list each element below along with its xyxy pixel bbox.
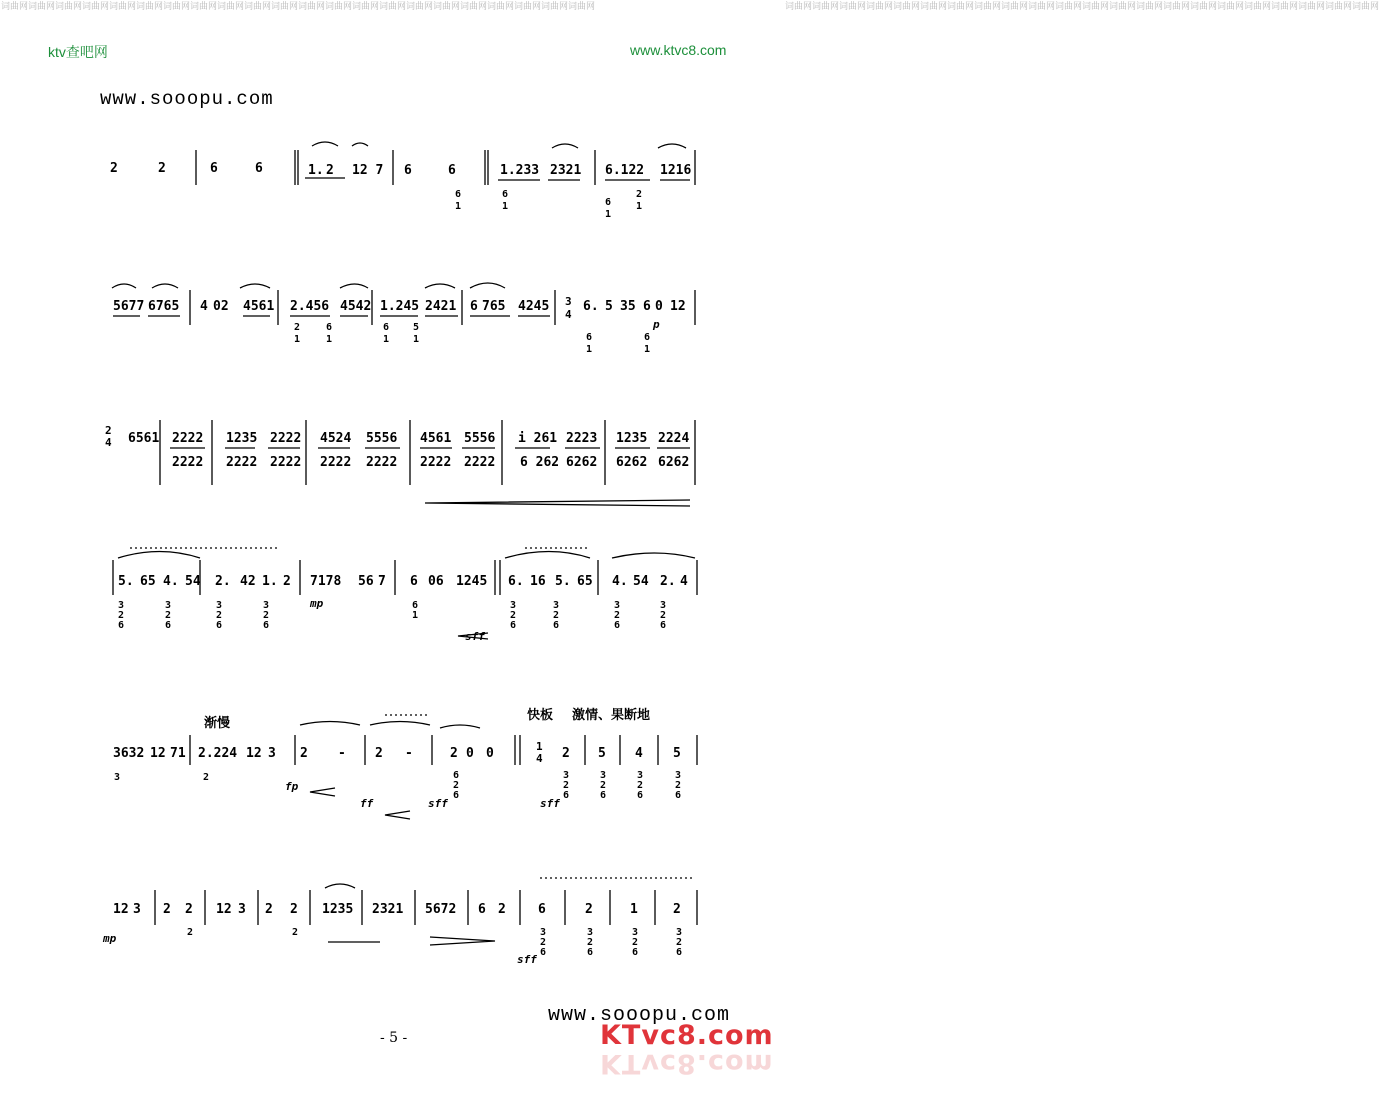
svg-text:6: 6 — [587, 947, 594, 958]
svg-text:3: 3 — [216, 600, 223, 611]
svg-text:2: 2 — [375, 746, 383, 761]
svg-text:6561: 6561 — [128, 431, 160, 446]
svg-text:2223: 2223 — [566, 431, 598, 446]
svg-text:3: 3 — [675, 770, 682, 781]
svg-text:16: 16 — [530, 574, 546, 589]
svg-text:3: 3 — [540, 927, 547, 938]
svg-text:4524: 4524 — [320, 431, 352, 446]
svg-text:2: 2 — [292, 927, 299, 938]
svg-text:3: 3 — [165, 600, 172, 611]
svg-text:2: 2 — [600, 780, 607, 791]
svg-text:6765: 6765 — [148, 299, 180, 314]
svg-text:mp: mp — [103, 932, 117, 945]
svg-text:6: 6 — [644, 332, 651, 343]
svg-text:4: 4 — [105, 436, 112, 449]
svg-text:6: 6 — [255, 161, 263, 176]
svg-text:2222: 2222 — [226, 455, 258, 470]
svg-text:5677: 5677 — [113, 299, 145, 314]
svg-text:1: 1 — [536, 740, 543, 753]
svg-text:i 261: i 261 — [518, 431, 558, 446]
svg-text:2: 2 — [450, 746, 458, 761]
svg-text:3: 3 — [118, 600, 125, 611]
svg-text:65: 65 — [140, 574, 156, 589]
svg-text:1: 1 — [294, 334, 301, 345]
svg-text:-: - — [338, 746, 346, 761]
svg-text:2222: 2222 — [270, 431, 302, 446]
svg-text:1.245: 1.245 — [380, 299, 420, 314]
svg-text:2: 2 — [510, 610, 517, 621]
svg-text:35: 35 — [620, 299, 636, 314]
svg-text:6: 6 — [510, 620, 517, 631]
svg-text:3: 3 — [553, 600, 560, 611]
svg-text:2: 2 — [453, 780, 460, 791]
svg-text:3: 3 — [263, 600, 270, 611]
svg-text:1: 1 — [586, 344, 593, 355]
svg-text:2321: 2321 — [550, 163, 582, 178]
svg-text:2: 2 — [163, 902, 171, 917]
svg-text:7: 7 — [378, 574, 386, 589]
svg-text:3: 3 — [632, 927, 639, 938]
svg-text:0: 0 — [466, 746, 474, 761]
svg-text:2: 2 — [636, 189, 643, 200]
svg-text:2: 2 — [283, 574, 291, 589]
svg-text:6: 6 — [553, 620, 560, 631]
svg-text:6: 6 — [540, 947, 547, 958]
svg-text:6.122: 6.122 — [605, 163, 645, 178]
svg-text:-: - — [405, 746, 413, 761]
svg-text:6: 6 — [660, 620, 667, 631]
svg-text:6262: 6262 — [566, 455, 598, 470]
svg-text:2: 2 — [158, 161, 166, 176]
svg-text:6: 6 — [563, 790, 570, 801]
svg-text:5.: 5. — [118, 574, 134, 589]
svg-text:6: 6 — [412, 600, 419, 611]
svg-text:4542: 4542 — [340, 299, 372, 314]
svg-text:1: 1 — [413, 334, 420, 345]
svg-text:5: 5 — [413, 322, 420, 333]
svg-text:6: 6 — [675, 790, 682, 801]
svg-text:2: 2 — [632, 937, 639, 948]
right-side-watermark: 词曲网词曲网词曲网词曲网词曲网词曲网词曲网词曲网词曲网词曲网词曲网词曲网词曲网词曲网词曲网词曲网词曲网词曲网词曲网词曲网词曲网词曲网 — [785, 2, 1379, 12]
svg-text:1: 1 — [412, 610, 419, 621]
svg-text:3: 3 — [563, 770, 570, 781]
svg-text:765: 765 — [482, 299, 506, 314]
svg-text:2: 2 — [265, 902, 273, 917]
svg-text:3: 3 — [637, 770, 644, 781]
svg-text:1: 1 — [383, 334, 390, 345]
svg-text:2: 2 — [105, 424, 112, 437]
svg-text:2: 2 — [216, 610, 223, 621]
svg-text:3: 3 — [660, 600, 667, 611]
svg-text:02: 02 — [213, 299, 229, 314]
svg-text:6: 6 — [676, 947, 683, 958]
svg-text:71: 71 — [170, 746, 186, 761]
svg-text:6: 6 — [614, 620, 621, 631]
svg-text:4.: 4. — [612, 574, 628, 589]
svg-text:6.: 6. — [583, 299, 599, 314]
svg-text:1: 1 — [326, 334, 333, 345]
svg-text:5556: 5556 — [366, 431, 398, 446]
svg-text:3: 3 — [238, 902, 246, 917]
svg-text:2: 2 — [553, 610, 560, 621]
svg-text:2222: 2222 — [464, 455, 496, 470]
svg-text:6: 6 — [538, 902, 546, 917]
svg-text:2222: 2222 — [420, 455, 452, 470]
svg-text:54: 54 — [633, 574, 649, 589]
svg-text:6: 6 — [383, 322, 390, 333]
svg-text:2.456: 2.456 — [290, 299, 330, 314]
svg-text:1: 1 — [644, 344, 651, 355]
svg-text:sff: sff — [540, 797, 560, 810]
svg-text:42: 42 — [240, 574, 256, 589]
svg-text:1235: 1235 — [616, 431, 648, 446]
svg-text:2: 2 — [563, 780, 570, 791]
svg-text:6: 6 — [448, 163, 456, 178]
svg-text:2: 2 — [585, 902, 593, 917]
svg-text:2222: 2222 — [320, 455, 352, 470]
svg-text:4.: 4. — [163, 574, 179, 589]
svg-text:5556: 5556 — [464, 431, 496, 446]
section-marking: 快板 — [527, 708, 554, 723]
svg-text:2: 2 — [675, 780, 682, 791]
svg-text:6: 6 — [326, 322, 333, 333]
svg-text:3: 3 — [268, 746, 276, 761]
site-logo-reflection: KTvc8.com — [600, 1048, 774, 1079]
svg-text:2: 2 — [185, 902, 193, 917]
svg-text:3: 3 — [614, 600, 621, 611]
svg-text:2: 2 — [498, 902, 506, 917]
svg-text:2.: 2. — [215, 574, 231, 589]
svg-text:2: 2 — [290, 902, 298, 917]
svg-text:4: 4 — [635, 746, 643, 761]
svg-text:1245: 1245 — [456, 574, 488, 589]
svg-text:2: 2 — [187, 927, 194, 938]
left-side-watermark: 词曲网词曲网词曲网词曲网词曲网词曲网词曲网词曲网词曲网词曲网词曲网词曲网词曲网词曲网词曲网词曲网词曲网词曲网词曲网词曲网词曲网词曲网 — [1, 2, 596, 12]
svg-text:3: 3 — [133, 902, 141, 917]
svg-text:4: 4 — [680, 574, 688, 589]
svg-text:p: p — [653, 318, 660, 331]
expression-marking: 激情、果断地 — [572, 708, 651, 723]
svg-text:6: 6 — [605, 197, 612, 208]
svg-text:6: 6 — [637, 790, 644, 801]
svg-text:6: 6 — [216, 620, 223, 631]
svg-text:1235: 1235 — [226, 431, 258, 446]
svg-text:5: 5 — [605, 299, 613, 314]
svg-text:6 262: 6 262 — [520, 455, 560, 470]
svg-text:2: 2 — [673, 902, 681, 917]
svg-text:6: 6 — [455, 189, 462, 200]
svg-text:4245: 4245 — [518, 299, 550, 314]
svg-text:2.: 2. — [660, 574, 676, 589]
svg-text:6: 6 — [165, 620, 172, 631]
svg-text:2: 2 — [294, 322, 301, 333]
svg-text:mp: mp — [310, 597, 324, 610]
svg-text:2321: 2321 — [372, 902, 404, 917]
svg-text:6: 6 — [478, 902, 486, 917]
svg-text:4: 4 — [536, 752, 543, 765]
svg-text:1: 1 — [636, 201, 643, 212]
svg-text:12: 12 — [216, 902, 232, 917]
svg-text:ff: ff — [360, 797, 374, 810]
svg-text:1.233: 1.233 — [500, 163, 540, 178]
svg-text:6262: 6262 — [616, 455, 648, 470]
tempo-marking: 渐慢 — [204, 716, 231, 731]
svg-text:5672: 5672 — [425, 902, 457, 917]
svg-text:5: 5 — [598, 746, 606, 761]
svg-text:1: 1 — [630, 902, 638, 917]
svg-text:2: 2 — [540, 937, 547, 948]
svg-text:2: 2 — [110, 161, 118, 176]
svg-text:3: 3 — [114, 772, 121, 783]
svg-text:2421: 2421 — [425, 299, 457, 314]
svg-text:5: 5 — [673, 746, 681, 761]
svg-text:1: 1 — [502, 201, 509, 212]
svg-text:1: 1 — [455, 201, 462, 212]
svg-text:7178: 7178 — [310, 574, 342, 589]
svg-text:4: 4 — [565, 308, 572, 321]
svg-text:2: 2 — [300, 746, 308, 761]
svg-text:3: 3 — [600, 770, 607, 781]
svg-text:6: 6 — [600, 790, 607, 801]
svg-text:3: 3 — [587, 927, 594, 938]
svg-text:2: 2 — [676, 937, 683, 948]
svg-text:56: 56 — [358, 574, 374, 589]
svg-text:2: 2 — [326, 163, 334, 178]
svg-text:2.224: 2.224 — [198, 746, 238, 761]
site-name-left[interactable]: ktv查吧网 — [48, 44, 108, 60]
svg-text:2: 2 — [562, 746, 570, 761]
svg-text:2224: 2224 — [658, 431, 690, 446]
page-number: - 5 - — [380, 1030, 408, 1046]
svg-text:54: 54 — [185, 574, 201, 589]
svg-text:3: 3 — [565, 295, 572, 308]
svg-text:2: 2 — [263, 610, 270, 621]
svg-text:6: 6 — [502, 189, 509, 200]
watermark-bottom: www.sooopu.com — [548, 1004, 731, 1027]
svg-text:12: 12 — [150, 746, 166, 761]
svg-text:6: 6 — [263, 620, 270, 631]
svg-text:65: 65 — [577, 574, 593, 589]
svg-text:3: 3 — [510, 600, 517, 611]
svg-text:6: 6 — [118, 620, 125, 631]
svg-text:2222: 2222 — [172, 455, 204, 470]
svg-text:6: 6 — [453, 770, 460, 781]
svg-text:3: 3 — [676, 927, 683, 938]
svg-text:2222: 2222 — [270, 455, 302, 470]
svg-text:6: 6 — [632, 947, 639, 958]
svg-text:3632: 3632 — [113, 746, 145, 761]
svg-text:1.: 1. — [308, 163, 324, 178]
svg-text:2222: 2222 — [366, 455, 398, 470]
svg-text:4561: 4561 — [243, 299, 275, 314]
watermark-top: www.sooopu.com — [100, 88, 274, 110]
svg-text:sff: sff — [428, 797, 448, 810]
svg-text:2: 2 — [660, 610, 667, 621]
svg-text:6: 6 — [643, 299, 651, 314]
svg-text:2: 2 — [587, 937, 594, 948]
svg-text:2: 2 — [118, 610, 125, 621]
svg-text:6262: 6262 — [658, 455, 690, 470]
svg-text:4561: 4561 — [420, 431, 452, 446]
svg-text:12: 12 — [670, 299, 686, 314]
site-url-right[interactable]: www.ktvc8.com — [630, 42, 727, 58]
svg-text:fp: fp — [285, 780, 299, 793]
svg-text:2: 2 — [203, 772, 210, 783]
svg-text:4: 4 — [200, 299, 208, 314]
svg-text:06: 06 — [428, 574, 444, 589]
svg-text:6: 6 — [586, 332, 593, 343]
svg-text:6: 6 — [404, 163, 412, 178]
svg-text:2: 2 — [165, 610, 172, 621]
svg-text:6: 6 — [453, 790, 460, 801]
svg-text:1216: 1216 — [660, 163, 692, 178]
svg-text:12 7: 12 7 — [352, 163, 384, 178]
svg-text:6: 6 — [210, 161, 218, 176]
svg-text:sff: sff — [517, 953, 537, 966]
svg-text:2222: 2222 — [172, 431, 204, 446]
svg-text:2: 2 — [637, 780, 644, 791]
site-logo: KTvc8.com — [600, 1020, 774, 1051]
svg-text:12: 12 — [246, 746, 262, 761]
svg-text:0: 0 — [655, 299, 663, 314]
svg-text:sff: sff — [465, 630, 485, 643]
svg-text:6.: 6. — [508, 574, 524, 589]
svg-text:6: 6 — [470, 299, 478, 314]
svg-text:5.: 5. — [555, 574, 571, 589]
svg-text:0: 0 — [486, 746, 494, 761]
svg-text:1235: 1235 — [322, 902, 354, 917]
svg-text:1.: 1. — [262, 574, 278, 589]
svg-text:12: 12 — [113, 902, 129, 917]
svg-text:2: 2 — [614, 610, 621, 621]
svg-text:1: 1 — [605, 209, 612, 220]
svg-text:6: 6 — [410, 574, 418, 589]
